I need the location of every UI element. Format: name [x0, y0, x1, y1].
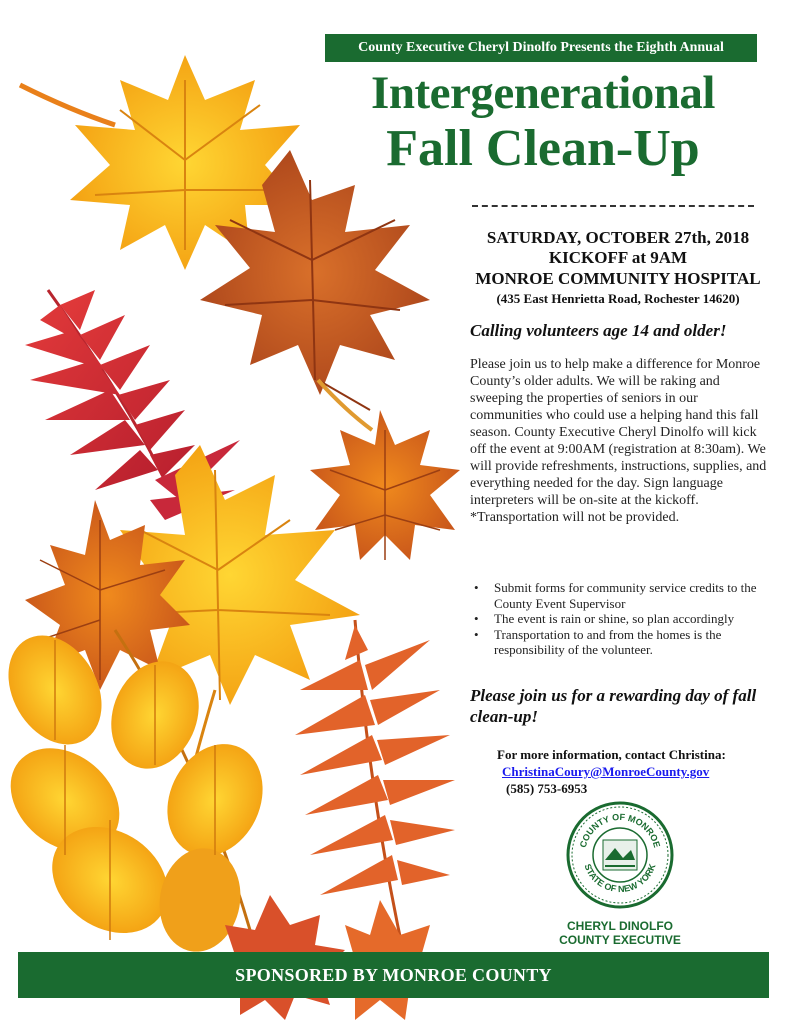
presenter-banner-text: County Executive Cheryl Dinolfo Presents the Eighth Annual — [358, 40, 724, 55]
event-address: (435 East Henrietta Road, Rochester 14620) — [496, 291, 740, 306]
event-details — [468, 227, 768, 307]
executive-title: COUNTY EXECUTIVE — [559, 933, 681, 947]
event-description: Please join us to help make a difference for Monroe County’s older adults. We will be raking and sweeping the properties of seniors in our communities who could use a helping hand this fall season. County Executive Cheryl Dinolfo will kick off the event at 9:00AM (registration at 8:30am). We will provide refreshments, instructions, supplies, and everything needed for the day. Sign language interpreters will be on-site at the kickoff. *Transportation will not be provided. — [470, 357, 767, 525]
dashed-divider — [472, 205, 754, 207]
county-seal-logo — [565, 800, 675, 910]
maple-leaf-orange-small — [310, 410, 460, 560]
page-title — [318, 66, 768, 176]
executive-name: CHERYL DINOLFO — [566, 919, 673, 933]
title-line-1: Intergenerational — [371, 67, 715, 119]
bullet-icon: • — [474, 580, 479, 595]
contact-intro: For more information, contact Christina: — [497, 747, 726, 762]
info-bullet-list — [470, 580, 770, 658]
bullet-text: The event is rain or shine, so plan accordingly — [494, 611, 735, 626]
contact-phone: (585) 753-6953 — [506, 781, 588, 796]
fern-leaf-orange — [295, 620, 455, 960]
svg-text:COUNTY OF MONROE: COUNTY OF MONROE — [577, 811, 663, 849]
sponsor-banner — [18, 952, 769, 998]
contact-email-link[interactable]: ChristinaCoury@MonroeCounty.gov — [502, 764, 710, 779]
list-item — [470, 580, 770, 611]
closing-invitation: Please join us for a rewarding day of fall clean-up! — [470, 686, 757, 726]
event-date: SATURDAY, OCTOBER 27th, 2018 — [486, 228, 750, 247]
bullet-text: Transportation to and from the homes is the responsibility of the volunteer. — [494, 626, 722, 657]
county-executive-signature — [550, 919, 690, 947]
bullet-icon: • — [474, 626, 479, 642]
title-line-2: Fall Clean-Up — [386, 120, 700, 177]
list-item — [470, 611, 770, 627]
contact-info — [497, 746, 777, 797]
bullet-icon: • — [474, 611, 479, 626]
presenter-banner — [325, 34, 757, 62]
svg-text:STATE OF NEW YORK: STATE OF NEW YORK — [582, 862, 658, 895]
bullet-text: Submit forms for community service credits to the County Event Supervisor — [494, 580, 757, 611]
sponsor-banner-text: SPONSORED BY MONROE COUNTY — [235, 965, 552, 985]
volunteer-call-heading: Calling volunteers age 14 and older! — [470, 321, 727, 340]
event-kickoff: KICKOFF at 9AM — [548, 248, 688, 267]
list-item — [470, 627, 770, 658]
event-venue: MONROE COMMUNITY HOSPITAL — [475, 269, 761, 288]
